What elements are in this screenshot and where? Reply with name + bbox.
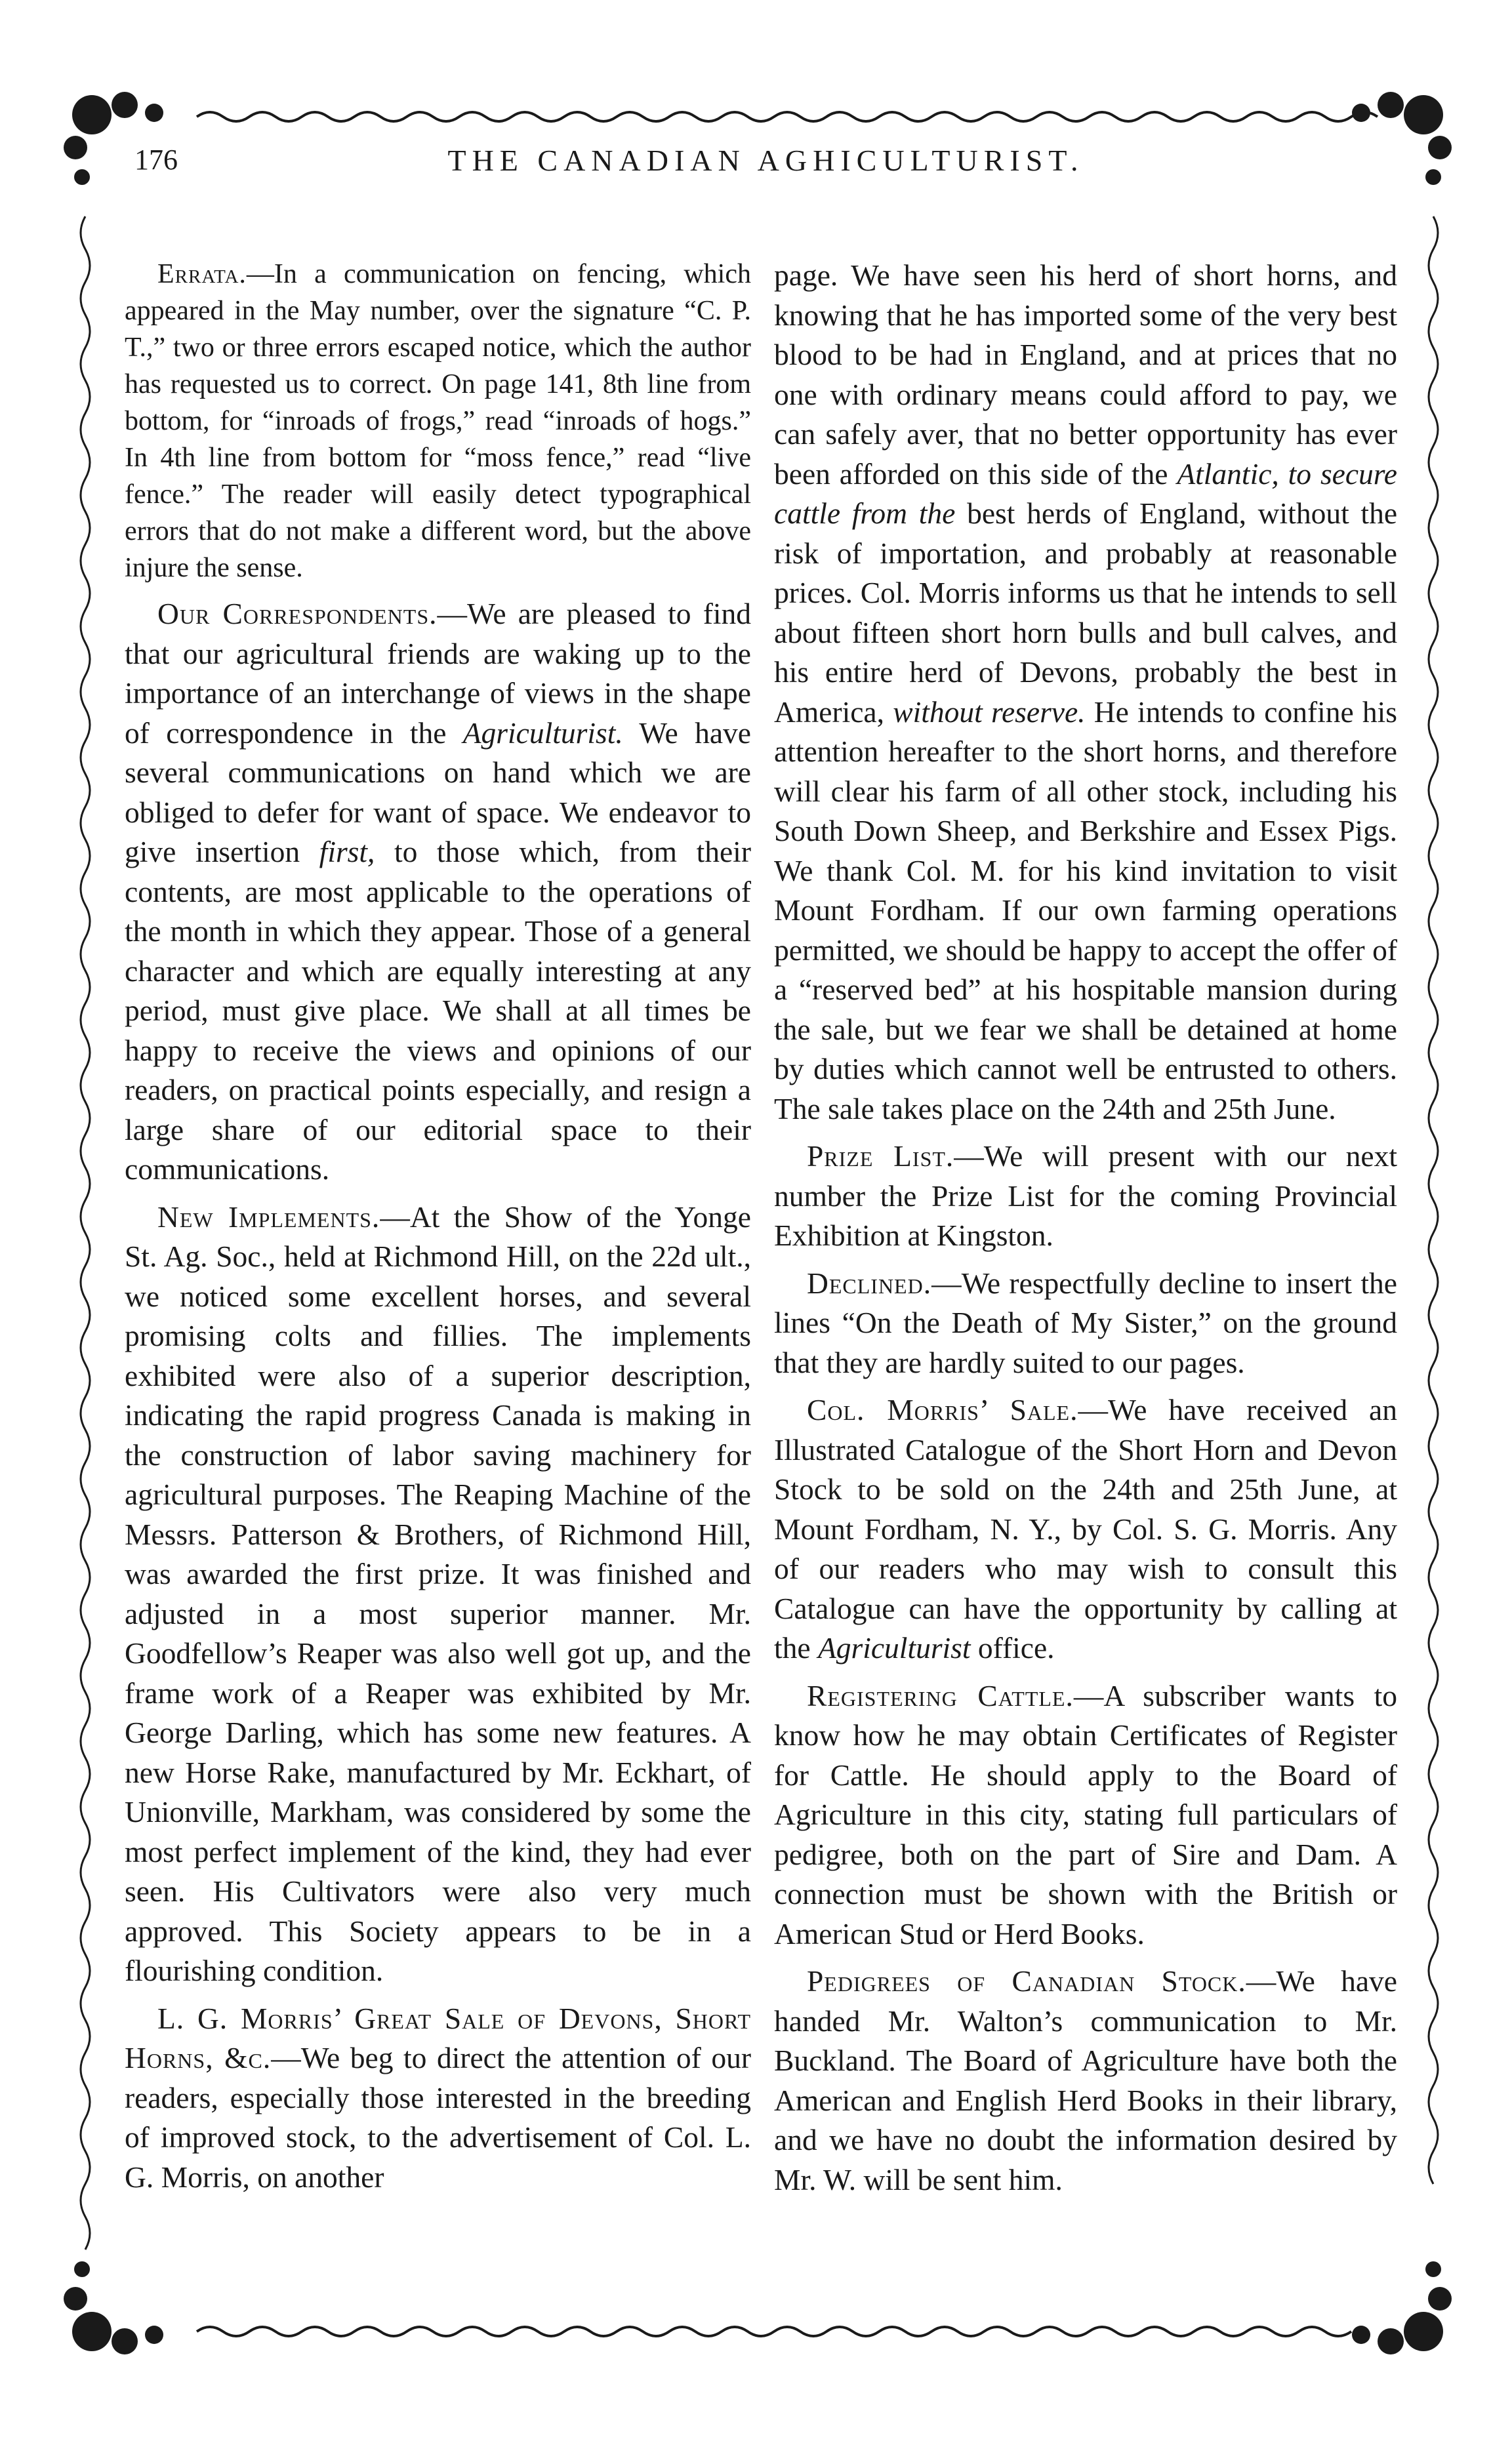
morris-continued-text-1: page. We have seen his herd of short horns, and knowing that he has imported some of the very best blood to be had in England, and at prices that no one with ordinary means could afford to pay, we can safely aver, that no better opportunity has ever been afforded on this side of the [774, 258, 1397, 491]
implements-paragraph [125, 1198, 751, 1991]
registering-cattle-heading: Registering Cattle. [807, 1678, 1074, 1712]
correspondents-heading: Our Correspondents. [157, 597, 438, 630]
implements-heading: New Implements. [157, 1200, 380, 1234]
pedigrees-heading: Pedigrees of Canadian Stock. [807, 1964, 1246, 1998]
left-vine-rule [81, 216, 90, 2250]
col-morris-sale-italic: Agriculturist [817, 1631, 971, 1665]
correspondents-text-3: to those which, from their contents, are most applicable to the operations of the month in which they appear. Those of a general character and which are equally interesting at any period, must give place. We shall at all times be happy to receive the views and opinions of our readers, on practical points especially, and resign a large share of our editorial space to their communications. [125, 835, 751, 1186]
prize-list-heading: Prize List. [807, 1139, 954, 1173]
running-header [134, 131, 1397, 197]
right-vine-rule [1429, 216, 1438, 2184]
prize-list-text: —We will present with our next number the Prize List for the coming Provincial Exhibition at Kingston. [774, 1139, 1397, 1252]
morris-sale-heading: L. G. Morris’ Great Sale of Devons, Short Horns, &c. [125, 2001, 751, 2074]
col-morris-sale-heading: Col. Morris’ Sale. [807, 1393, 1078, 1426]
page-number: 176 [134, 144, 178, 176]
col-morris-sale-text-1: —We have received an Illustrated Catalogue of the Short Horn and Devon Stock to be sold on the 24th and 25th June, at Mount Fordham, N. Y., by Col. S. G. Morris. Any of our readers who may wish to consult this Catalogue can have the opportunity by calling at the [774, 1393, 1397, 1665]
morris-sale-continued-paragraph [774, 256, 1397, 1129]
morris-continued-text-2: best herds of England, without the risk of importation, and probably at reasonable prices. Col. Morris informs us that he intends to sell about fifteen short horn bulls and bull calves, and his entire herd of Devons, probably the best in America, [774, 496, 1398, 729]
running-title: THE CANADIAN AGHICULTURIST. [447, 144, 1084, 177]
morris-sale-text: —We beg to direct the attention of our readers, especially those interested in the breeding of improved stock, to the advertisement of Col. L. G. Morris, on another [125, 2041, 751, 2194]
errata-heading: Errata. [157, 259, 247, 289]
correspondents-text-1: —We are pleased to find that our agricultural friends are waking up to the importance of an interchange of views in the shape of correspondence in the [125, 597, 751, 750]
correspondents-italic-2: first, [319, 835, 375, 868]
correspondents-paragraph [125, 594, 751, 1190]
errata-paragraph [125, 256, 751, 586]
pedigrees-text: —We have handed Mr. Walton’s communication to Mr. Buckland. The Board of Agriculture have both the American and English Herd Books in their library, and we have no doubt the information desired by Mr. W. will be sent him. [774, 1964, 1397, 2196]
left-column [125, 256, 751, 2205]
right-column [774, 256, 1397, 2208]
col-morris-sale-text-2: office. [970, 1631, 1055, 1665]
corner-ornament-bottom-right [1352, 2261, 1452, 2354]
morris-sale-paragraph [125, 1999, 751, 2198]
correspondents-italic-1: Agriculturist. [462, 716, 623, 750]
registering-cattle-text: —A subscriber wants to know how he may obtain Certificates of Register for Cattle. He should apply to the Board of Agriculture in this city, stating full particulars of pedigree, both on the part of Sire and Dam. A connection must be shown with the British or American Stud or Herd Books. [774, 1678, 1398, 1950]
top-vine-rule [197, 112, 1378, 121]
morris-continued-text-3: He intends to confine his attention hereafter to the short horns, and therefore will clear his farm of all other stock, including his South Down Sheep, and Berkshire and Essex Pigs. We thank Col. M. for his kind invitation to visit Mount Fordham. If our own farming operations permitted, we should be happy to accept the offer of a “reserved bed” at his hospitable mansion during the sale, but we fear we shall be detained at home by duties which cannot well be entrusted to others. The sale takes place on the 24th and 25th June. [774, 695, 1397, 1125]
prize-list-paragraph [774, 1137, 1397, 1256]
corner-ornament-bottom-left [64, 2261, 163, 2354]
pedigrees-paragraph [774, 1962, 1397, 2200]
declined-paragraph [774, 1264, 1397, 1383]
implements-text: —At the Show of the Yonge St. Ag. Soc., held at Richmond Hill, on the 22d ult., we noticed some excellent horses, and several promising colts and fillies. The implements exhibited were also of a superior description, indicating the rapid progress Canada is making in the construction of labor saving machinery for agricultural purposes. The Reaping Machine of the Messrs. Patterson & Brothers, of Richmond Hill, was awarded the first prize. It was finished and adjusted in a most superior manner. Mr. Goodfellow’s Reaper was also well got up, and the frame work of a Reaper was exhibited by Mr. George Darling, which has some new features. A new Horse Rake, manufactured by Mr. Eckhart, of Unionville, Markham, was considered by some the most perfect implement of the kind, they had ever seen. His Cultivators were also very much approved. This Society appears to be in a flourishing condition. [125, 1200, 751, 1987]
declined-text: —We respectfully decline to insert the lines “On the Death of My Sister,” on the ground that they are hardly suited to our pages. [774, 1266, 1397, 1379]
morris-continued-italic-1: Atlantic, to secure cattle from the [774, 456, 1398, 530]
registering-cattle-paragraph [774, 1676, 1397, 1954]
col-morris-sale-paragraph [774, 1390, 1397, 1668]
bottom-vine-rule [197, 2327, 1351, 2336]
morris-continued-italic-2: without reserve. [893, 695, 1086, 729]
declined-heading: Declined. [807, 1266, 932, 1300]
correspondents-text-2: We have several communications on hand which we are obliged to defer for want of space. We endeavor to give insertion [125, 716, 751, 868]
errata-text: —In a communication on fencing, which appeared in the May number, over the signature “C. P. T.,” two or three errors escaped notice, which the author has requested us to correct. On page 141, 8th line from bottom, for “inroads of frogs,” read “inroads of hogs.” In 4th line from bottom for “moss fence,” read “live fence.” The reader will easily detect typographical errors that do not make a different word, but the above injure the sense. [125, 259, 751, 583]
